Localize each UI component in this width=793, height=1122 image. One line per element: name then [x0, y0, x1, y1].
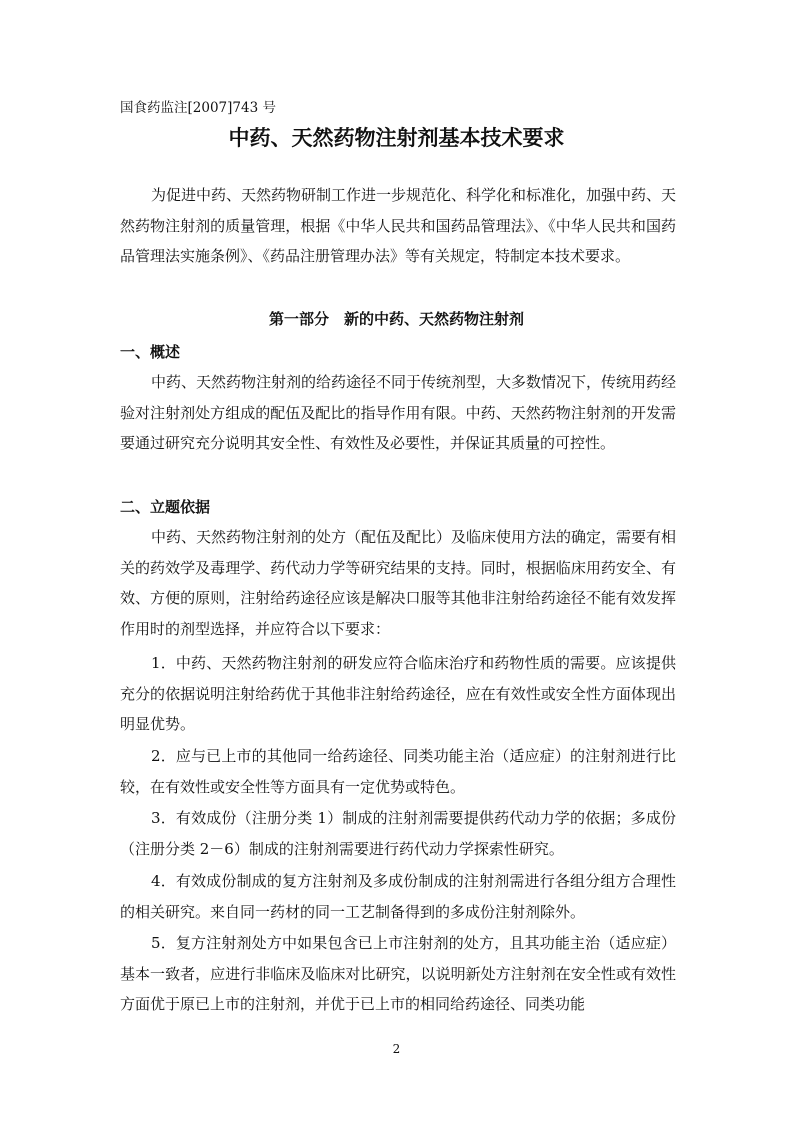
overview-paragraph: 中药、天然药物注射剂的给药途径不同于传统剂型，大多数情况下，传统用药经验对注射剂处方组成的配伍及配比的指导作用有限。中药、天然药物注射剂的开发需要通过研究充分说明其安全性、有效性及必要性，并保证其质量的可控性。 [120, 373, 677, 452]
page-number: 2 [392, 1042, 401, 1056]
part-heading: 第一部分 新的中药、天然药物注射剂 [268, 310, 524, 328]
list-item: 2．应与已上市的其他同一给药途径、同类功能主治（适应症）的注射剂进行比较，在有效性或安全性等方面具有一定优势或特色。 [120, 747, 676, 796]
list-item: 5．复方注射剂处方中如果包含已上市注射剂的处方，且其功能主治（适应症）基本一致者，应进行非临床及临床对比研究，以说明新处方注射剂在安全性或有效性方面优于原已上市的注射剂，并优于已上市的相同给药途径、同类功能 [120, 934, 676, 1013]
intro-paragraph: 为促进中药、天然药物研制工作进一步规范化、科学化和标准化，加强中药、天然药物注射剂的质量管理，根据《中华人民共和国药品管理法》、《中华人民共和国药品管理法实施条例》、《药品注册管理办法》等有关规定，特制定本技术要求。 [120, 186, 677, 265]
list-item: 3．有效成份（注册分类 1）制成的注射剂需要提供药代动力学的依据；多成份（注册分类 2－6）制成的注射剂需要进行药代动力学探索性研究。 [120, 809, 676, 858]
list-item: 1．中药、天然药物注射剂的研发应符合临床治疗和药物性质的需要。应该提供充分的依据说明注射给药优于其他非注射给药途径，应在有效性或安全性方面体现出明显优势。 [120, 654, 676, 733]
document-title: 中药、天然药物注射剂基本技术要求 [228, 126, 565, 150]
list-item: 4．有效成份制成的复方注射剂及多成份制成的注射剂需进行各组分组方合理性的相关研究。来自同一药材的同一工艺制备得到的多成份注射剂除外。 [120, 872, 676, 921]
section-heading-basis: 二、立题依据 [120, 498, 211, 516]
section-heading-overview: 一、概述 [120, 343, 181, 361]
basis-paragraph: 中药、天然药物注射剂的处方（配伍及配比）及临床使用方法的确定，需要有相关的药效学及毒理学、药代动力学等研究结果的支持。同时，根据临床用药安全、有效、方便的原则，注射给药途径应该是解决口服等其他非注射给药途径不能有效发挥作用时的剂型选择，并应符合以下要求： [120, 528, 677, 638]
document-number: 国食药监注[2007]743 号 [120, 100, 276, 116]
